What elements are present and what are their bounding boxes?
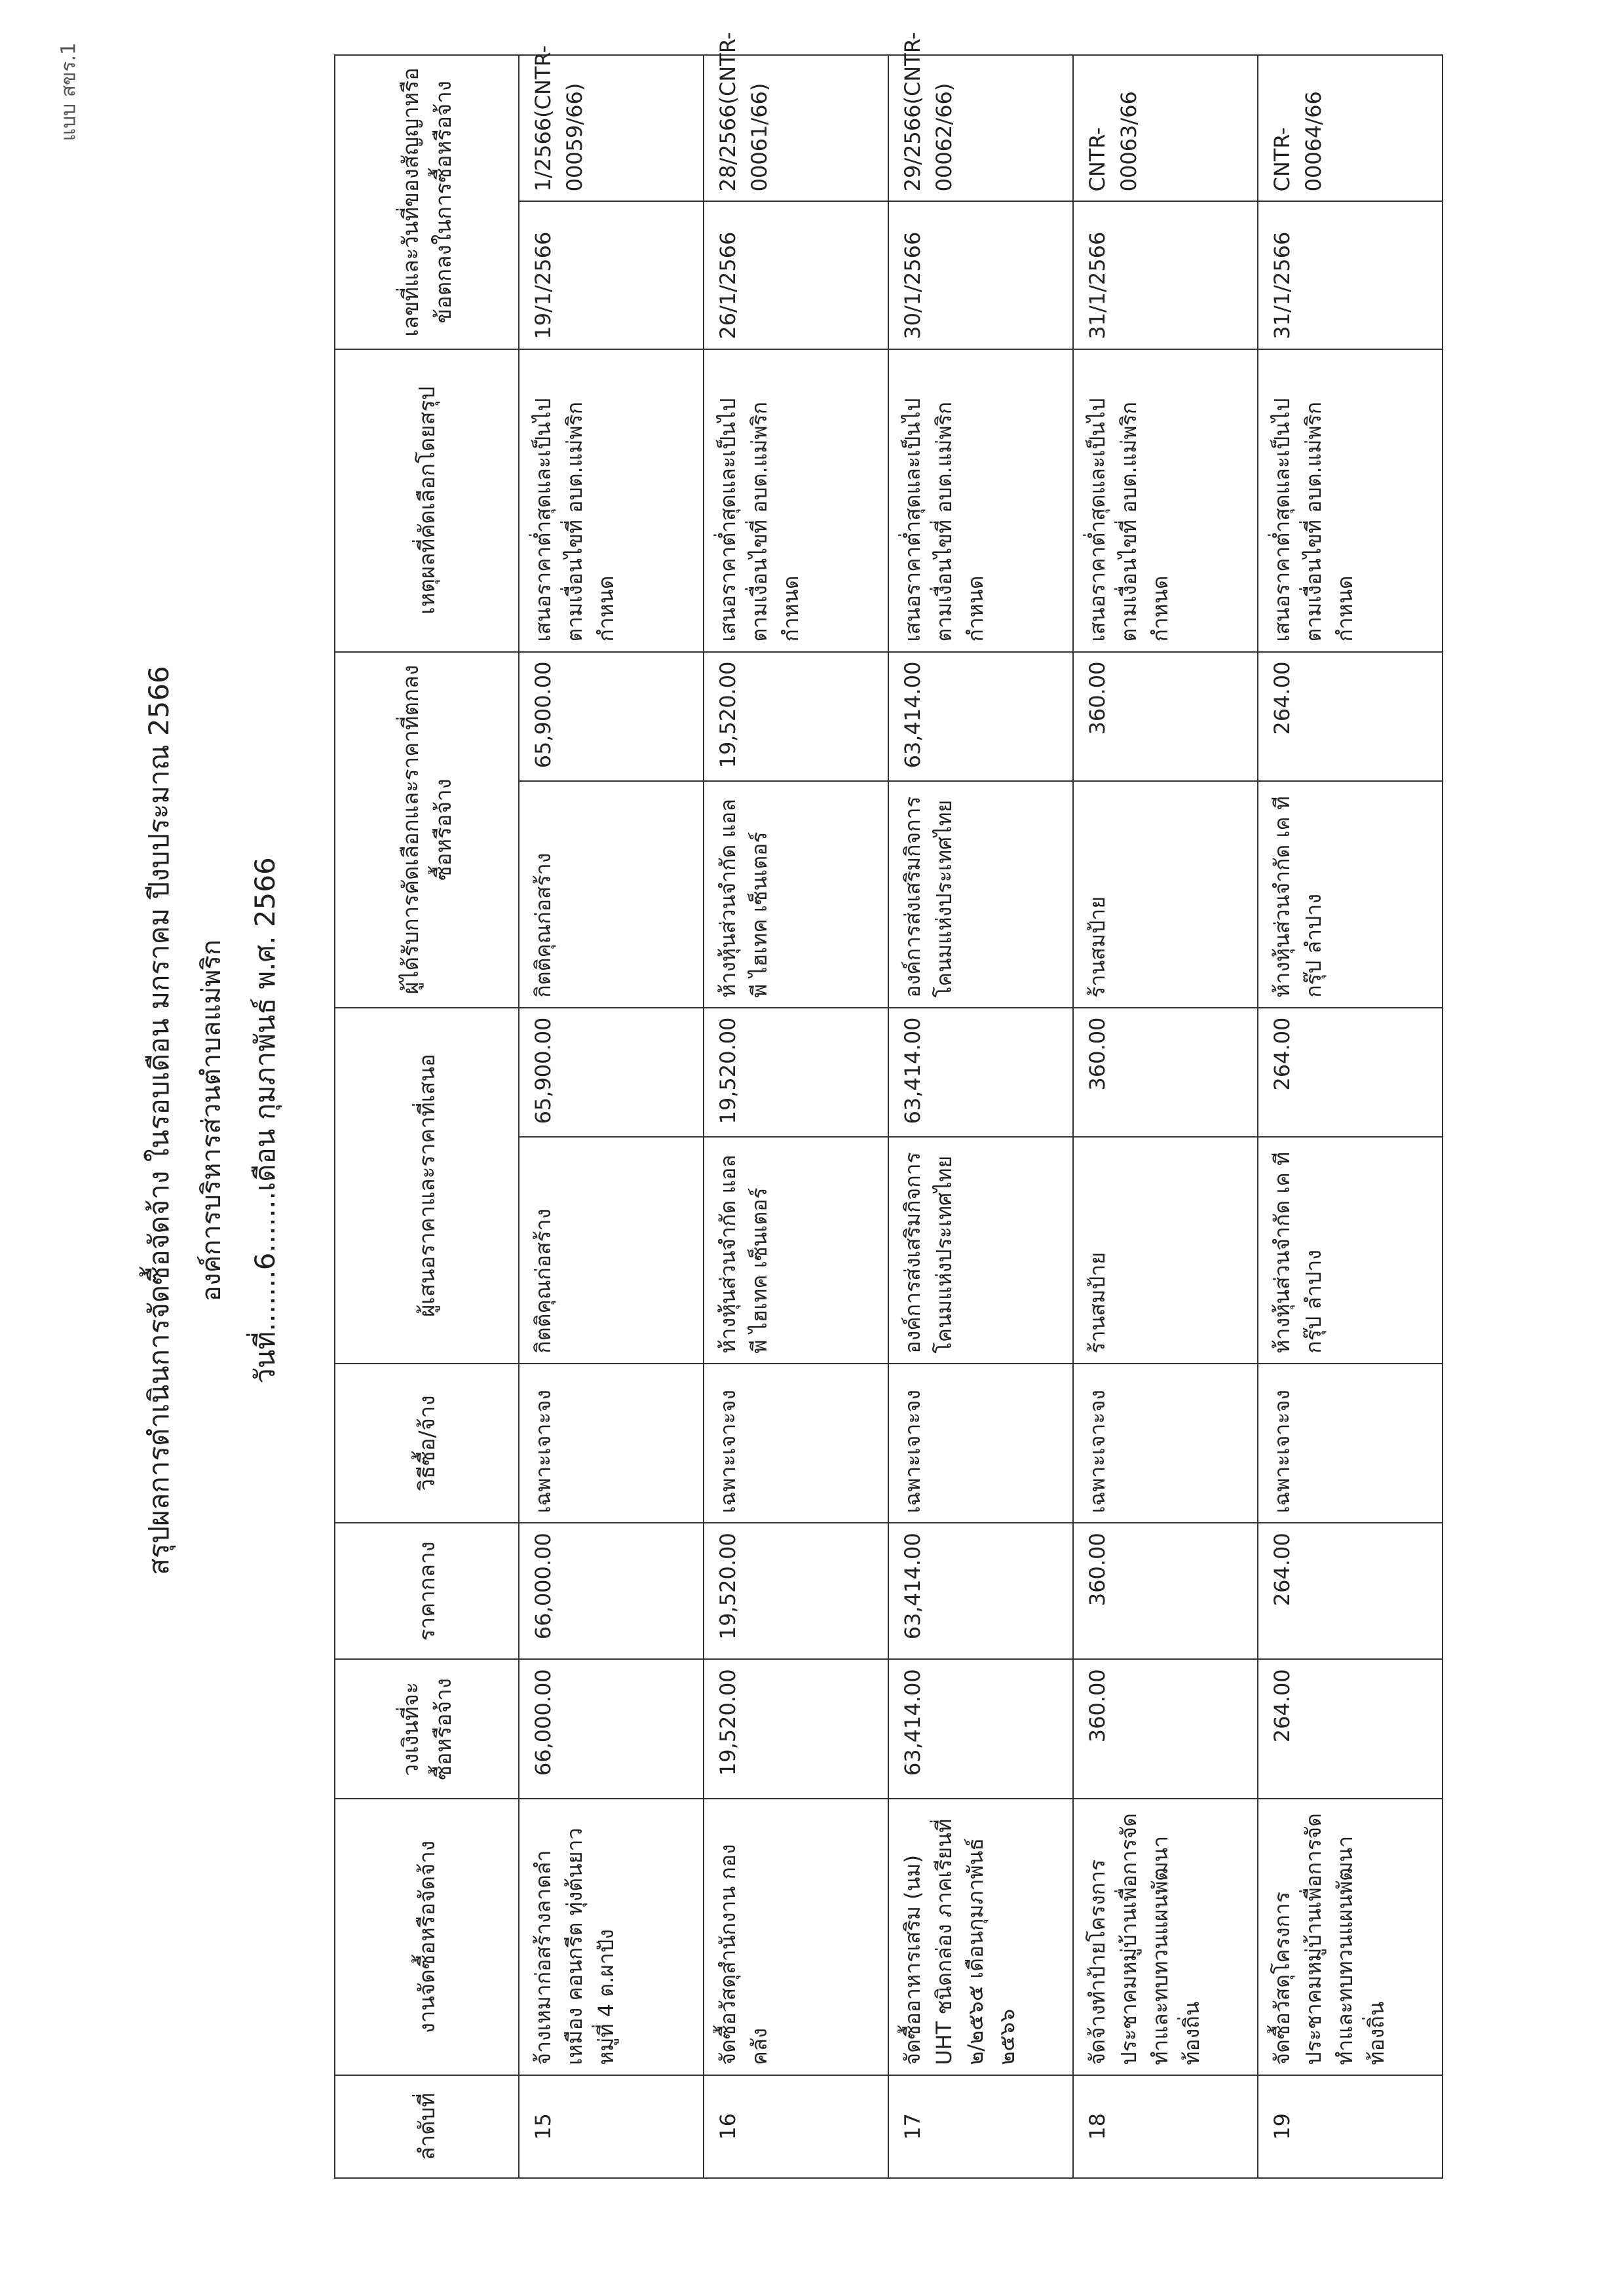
cell-contract-no: CNTR-00064/66 (1258, 55, 1443, 201)
table-row (704, 55, 888, 2178)
cell-bidder-name: ห้างหุ้นส่วนจำกัด เค ที กรุ๊ป ลำปาง (1258, 1138, 1443, 1364)
col-header-winner: ผู้ได้รับการคัดเลือกและราคาที่ตกลงซื้อหรือจ้าง (335, 652, 519, 1008)
cell-bidder-name: ห้างหุ้นส่วนจำกัด แอล พี ไฮเทค เซ็นเตอร์ (704, 1138, 888, 1364)
cell-no: 19 (1258, 2075, 1443, 2178)
cell-reason: เสนอราคาต่ำสุดและเป็นไปตามเงื่อนไขที่ อบต.แม่พริกกำหนด (888, 349, 1073, 652)
table-row (1258, 55, 1443, 2178)
cell-budget: 66,000.00 (519, 1659, 704, 1799)
cell-budget: 63,414.00 (888, 1659, 1073, 1799)
cell-reason: เสนอราคาต่ำสุดและเป็นไปตามเงื่อนไขที่ อบต.แม่พริกกำหนด (519, 349, 704, 652)
cell-item: จัดจ้างทำป้ายโครงการประชาคมหมู่บ้านเพื่อการจัดทำและทบทวนแผนพัฒนาท้องถิ่น (1073, 1799, 1258, 2075)
cell-winner-price: 264.00 (1258, 652, 1443, 782)
cell-bidder-price: 264.00 (1258, 1008, 1443, 1138)
cell-winner-name: องค์การส่งเสริมกิจการโคนมแห่งประเทศไทย (888, 781, 1073, 1007)
cell-bidder-name: ร้านสมป้าย (1073, 1138, 1258, 1364)
cell-bidder-name: องค์การส่งเสริมกิจการโคนมแห่งประเทศไทย (888, 1138, 1073, 1364)
cell-winner-price: 360.00 (1073, 652, 1258, 782)
document-date: วันที่.......6.......เดือน กุมภาพันธ์ พ.ศ. 2566 (249, 857, 281, 1384)
col-header-budget: วงเงินที่จะซื้อหรือจ้าง (335, 1659, 519, 1799)
cell-method: เฉพาะเจาะจง (519, 1364, 704, 1523)
col-header-item: งานจัดซื้อหรือจัดจ้าง (335, 1799, 519, 2075)
cell-winner-name: ร้านสมป้าย (1073, 781, 1258, 1007)
form-code-text: แบบ สขร.1 (57, 42, 81, 142)
cell-item: จัดซื้อวัสดุสำนักงาน กองคลัง (704, 1799, 888, 2075)
cell-reason: เสนอราคาต่ำสุดและเป็นไปตามเงื่อนไขที่ อบต.แม่พริกกำหนด (1258, 349, 1443, 652)
cell-bidder-price: 65,900.00 (519, 1008, 704, 1138)
organization-name: องค์การบริหารส่วนตำบลแม่พริก (197, 939, 227, 1302)
cell-median: 264.00 (1258, 1523, 1443, 1659)
cell-contract-no: 28/2566(CNTR-00061/66) (704, 55, 888, 201)
cell-median: 19,520.00 (704, 1523, 888, 1659)
col-header-bidders: ผู้เสนอราคาและราคาที่เสนอ (335, 1008, 519, 1364)
cell-no: 16 (704, 2075, 888, 2178)
cell-contract-date: 31/1/2566 (1073, 201, 1258, 349)
cell-item: จัดซื้ออาหารเสริม (นม) UHT ชนิดกล่อง ภาคเรียนที่ ๒/๒๕๖๕ เดือนกุมภาพันธ์ ๒๕๖๖ (888, 1799, 1073, 2075)
cell-median: 360.00 (1073, 1523, 1258, 1659)
cell-winner-name: ห้างหุ้นส่วนจำกัด เค ที กรุ๊ป ลำปาง (1258, 781, 1443, 1007)
cell-contract-date: 31/1/2566 (1258, 201, 1443, 349)
cell-winner-name: กิตติคุณก่อสร้าง (519, 781, 704, 1007)
cell-contract-date: 26/1/2566 (704, 201, 888, 349)
cell-bidder-price: 63,414.00 (888, 1008, 1073, 1138)
table-header-row (335, 55, 519, 2178)
cell-contract-no: 29/2566(CNTR-00062/66) (888, 55, 1073, 201)
cell-winner-price: 19,520.00 (704, 652, 888, 782)
cell-bidder-price: 360.00 (1073, 1008, 1258, 1138)
cell-winner-price: 65,900.00 (519, 652, 704, 782)
table-row (888, 55, 1073, 2178)
cell-no: 15 (519, 2075, 704, 2178)
col-header-method: วิธีซื้อ/จ้าง (335, 1364, 519, 1523)
cell-method: เฉพาะเจาะจง (888, 1364, 1073, 1523)
procurement-table (334, 31, 1443, 2179)
cell-no: 18 (1073, 2075, 1258, 2178)
cell-budget: 360.00 (1073, 1659, 1258, 1799)
cell-contract-no: 1/2566(CNTR-00059/66) (519, 55, 704, 201)
cell-contract-date: 30/1/2566 (888, 201, 1073, 349)
cell-winner-price: 63,414.00 (888, 652, 1073, 782)
cell-median: 66,000.00 (519, 1523, 704, 1659)
table-row (519, 55, 704, 2178)
cell-method: เฉพาะเจาะจง (1258, 1364, 1443, 1523)
cell-reason: เสนอราคาต่ำสุดและเป็นไปตามเงื่อนไขที่ อบต.แม่พริกกำหนด (704, 349, 888, 652)
table-row (1073, 55, 1258, 2178)
cell-item: จัดซื้อวัสดุโครงการประชาคมหมู่บ้านเพื่อการจัดทำและทบทวนแผนพัฒนาท้องถิ่น (1258, 1799, 1443, 2075)
cell-no: 17 (888, 2075, 1073, 2178)
cell-contract-date: 19/1/2566 (519, 201, 704, 349)
cell-budget: 19,520.00 (704, 1659, 888, 1799)
col-header-contract: เลขที่และวันที่ของสัญญาหรือข้อตกลงในการซื้อหรือจ้าง (335, 55, 519, 349)
cell-bidder-name: กิตติคุณก่อสร้าง (519, 1138, 704, 1364)
col-header-reason: เหตุผลที่คัดเลือกโดยสรุป (335, 349, 519, 652)
cell-contract-no: CNTR-00063/66 (1073, 55, 1258, 201)
document-title: สรุปผลการดำเนินการจัดซื้อจัดจ้าง ในรอบเดือน มกราคม ปีงบประมาณ 2566 (143, 666, 175, 1575)
rotated-page-content (138, 31, 1402, 2192)
col-header-no: ลำดับที่ (335, 2075, 519, 2178)
cell-budget: 264.00 (1258, 1659, 1443, 1799)
form-code (46, 33, 92, 151)
cell-median: 63,414.00 (888, 1523, 1073, 1659)
cell-bidder-price: 19,520.00 (704, 1008, 888, 1138)
cell-reason: เสนอราคาต่ำสุดและเป็นไปตามเงื่อนไขที่ อบต.แม่พริกกำหนด (1073, 349, 1258, 652)
cell-method: เฉพาะเจาะจง (1073, 1364, 1258, 1523)
cell-method: เฉพาะเจาะจง (704, 1364, 888, 1523)
col-header-median: ราคากลาง (335, 1523, 519, 1659)
cell-item: จ้างเหมาก่อสร้างลาดลำเหมือง คอนกรีต ทุ่งต้นยาว หมู่ที่ 4 ต.ผาปัง (519, 1799, 704, 2075)
cell-winner-name: ห้างหุ้นส่วนจำกัด แอล พี ไฮเทค เซ็นเตอร์ (704, 781, 888, 1007)
